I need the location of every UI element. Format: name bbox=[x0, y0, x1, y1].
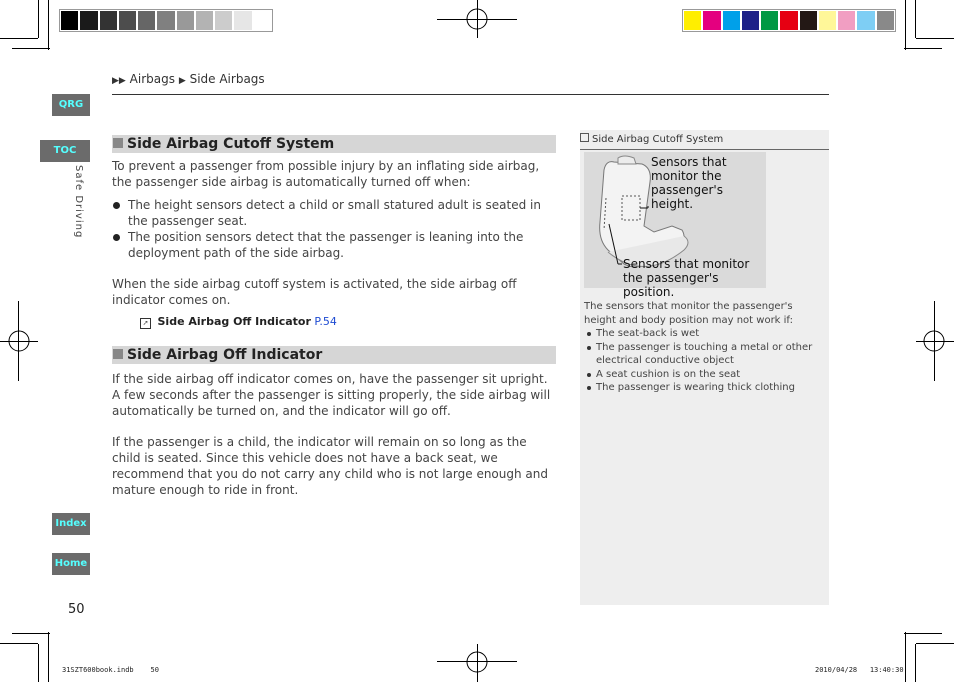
color-swatch bbox=[723, 11, 740, 30]
color-swatch bbox=[800, 11, 817, 30]
chapter-vertical-label: Safe Driving bbox=[73, 165, 84, 239]
breadcrumb-arrows: ▶▶ bbox=[112, 76, 126, 86]
index-button[interactable]: Index bbox=[52, 513, 90, 535]
gray-swatch bbox=[196, 11, 213, 30]
sidebar-title-text: Side Airbag Cutoff System bbox=[592, 134, 724, 145]
breadcrumb-separator: ▶ bbox=[178, 76, 186, 86]
callout-line: the passenger's position. bbox=[623, 271, 719, 299]
gray-swatch bbox=[157, 11, 174, 30]
color-swatch bbox=[684, 11, 701, 30]
callout-line: Sensors that bbox=[651, 155, 727, 169]
footer-file-page: 50 bbox=[150, 666, 159, 674]
reference-page-link[interactable]: P.54 bbox=[314, 315, 337, 328]
color-swatch bbox=[877, 11, 894, 30]
breadcrumb bbox=[112, 72, 265, 86]
list-item: The passenger is touching a metal or other electrical conductive object bbox=[584, 341, 824, 368]
list-item: The passenger is wearing thick clothing bbox=[584, 381, 824, 395]
color-swatch bbox=[838, 11, 855, 30]
callout-line: passenger's height. bbox=[651, 183, 723, 211]
color-swatch bbox=[761, 11, 778, 30]
height-sensor-callout bbox=[651, 155, 766, 211]
list-item: The seat-back is wet bbox=[584, 327, 824, 341]
footer-time: 13:40:30 bbox=[869, 666, 904, 674]
section1-body bbox=[112, 158, 558, 330]
gray-swatch bbox=[215, 11, 232, 30]
heading-square-icon bbox=[113, 349, 123, 359]
sidebar-rule bbox=[580, 149, 829, 150]
heading-square-icon bbox=[113, 138, 123, 148]
page-number: 50 bbox=[68, 602, 85, 617]
gray-swatch bbox=[177, 11, 194, 30]
intro-paragraph: To prevent a passenger from possible injury by an inflating side airbag, the passenger side airbag is automatically turned off when: bbox=[112, 159, 540, 189]
gray-swatch bbox=[234, 11, 251, 30]
color-swatch bbox=[819, 11, 836, 30]
indicator-paragraph: If the side airbag off indicator comes on, have the passenger sit upright. A few seconds after the passenger is sitting properly, the side airbag will automatically be turned on, and the indicator will go off. bbox=[112, 372, 551, 418]
footer-date: 2010/04/28 bbox=[815, 666, 858, 674]
list-item: The position sensors detect that the passenger is leaning into the deployment path of the side airbag. bbox=[112, 229, 558, 261]
gray-swatch bbox=[254, 11, 271, 30]
sidebar-note bbox=[584, 300, 824, 395]
grayscale-bar bbox=[59, 9, 273, 32]
gray-swatch bbox=[100, 11, 117, 30]
gray-swatch bbox=[119, 11, 136, 30]
list-item: A seat cushion is on the seat bbox=[584, 368, 824, 382]
section-heading-cutoff-system bbox=[112, 135, 556, 153]
footer-file-name: 31SZT600book.indb bbox=[62, 666, 134, 674]
sidebar-square-icon bbox=[580, 133, 589, 142]
reference-label: Side Airbag Off Indicator bbox=[157, 315, 311, 328]
breadcrumb-airbags[interactable]: Airbags bbox=[129, 72, 175, 86]
gray-swatch bbox=[61, 11, 78, 30]
color-swatch bbox=[742, 11, 759, 30]
home-button[interactable]: Home bbox=[52, 553, 90, 575]
seat-sensor-illustration bbox=[584, 152, 766, 299]
footer-timestamp bbox=[815, 666, 904, 674]
callout-line: Sensors that monitor bbox=[623, 257, 750, 271]
activation-paragraph: When the side airbag cutoff system is activated, the side airbag off indicator comes on. bbox=[112, 277, 517, 307]
cross-reference[interactable] bbox=[112, 314, 558, 330]
color-swatch bbox=[780, 11, 797, 30]
qrg-button[interactable]: QRG bbox=[52, 94, 90, 116]
reference-arrow-icon: ➚ bbox=[140, 318, 151, 329]
header-rule bbox=[112, 94, 829, 95]
sidebar-title bbox=[580, 133, 723, 145]
process-color-bar bbox=[682, 9, 896, 32]
position-sensor-callout bbox=[623, 257, 766, 299]
callout-line: monitor the bbox=[651, 169, 722, 183]
breadcrumb-side-airbags[interactable]: Side Airbags bbox=[189, 72, 265, 86]
sidebar-panel bbox=[580, 130, 829, 605]
gray-swatch bbox=[80, 11, 97, 30]
section2-body bbox=[112, 371, 558, 498]
section-heading-off-indicator bbox=[112, 346, 556, 364]
color-swatch bbox=[857, 11, 874, 30]
list-item: The height sensors detect a child or small statured adult is seated in the passenger seat. bbox=[112, 197, 558, 229]
footer-file-info bbox=[62, 666, 159, 674]
color-swatch bbox=[703, 11, 720, 30]
toc-button[interactable]: TOC bbox=[40, 140, 90, 162]
child-paragraph: If the passenger is a child, the indicator will remain on so long as the child is seated. Since this vehicle does not have a back seat, we recommend that you do not carry any child who is not large enough and mature enough to ride in front. bbox=[112, 435, 548, 497]
gray-swatch bbox=[138, 11, 155, 30]
sidebar-note-text: The sensors that monitor the passenger's height and body position may not work if: bbox=[584, 301, 793, 326]
section-title: Side Airbag Off Indicator bbox=[127, 347, 323, 363]
section-title: Side Airbag Cutoff System bbox=[127, 136, 335, 152]
